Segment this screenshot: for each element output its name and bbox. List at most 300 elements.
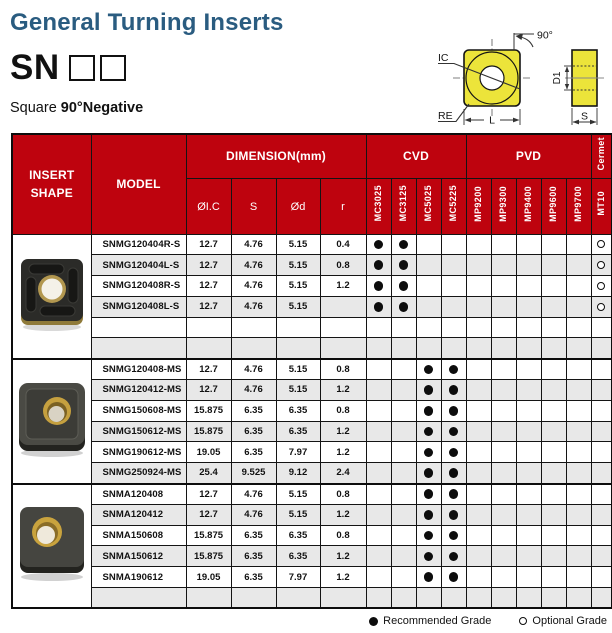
grade-cell-mc5225	[441, 504, 466, 525]
grade-cell-mp9600	[541, 588, 566, 609]
table-row-snma120412	[12, 504, 612, 525]
insert-photo-snmg-ms	[12, 359, 91, 484]
dimension-d-value: 6.35	[276, 400, 320, 421]
recommended-grade-dot	[399, 302, 409, 312]
grade-cell-mc3125	[391, 338, 416, 359]
grade-cell-mp9700	[566, 421, 591, 442]
dimension-d-value: 5.15	[276, 359, 320, 380]
grade-cell-mt10	[591, 338, 612, 359]
insert-geometry-diagram	[432, 26, 612, 135]
grade-cell-mp9400	[516, 442, 541, 463]
grade-cell-mp9700	[566, 380, 591, 401]
dimension-ic-value: 25.4	[186, 463, 231, 484]
grade-cell-mp9400	[516, 567, 541, 588]
dimension-ic-value: 12.7	[186, 276, 231, 297]
grade-cell-mp9300	[491, 400, 516, 421]
dimension-d-value: 5.15	[276, 504, 320, 525]
dimension-r-value: 1.2	[320, 380, 366, 401]
recommended-grade-dot	[424, 572, 434, 582]
grade-cell-mp9200	[466, 421, 491, 442]
model-value: SNMG190612-MS	[91, 442, 186, 463]
grade-cell-mp9700	[566, 400, 591, 421]
table-row-snmg120404r-s	[12, 234, 612, 255]
grade-cell-mc5025	[416, 525, 441, 546]
grade-cell-mp9700	[566, 463, 591, 484]
re-label: RE	[438, 110, 453, 122]
ic-label: IC	[438, 52, 449, 64]
model-value	[91, 338, 186, 359]
grade-cell-mc5225	[441, 338, 466, 359]
recommended-grade-dot	[424, 552, 434, 562]
series-code: SN	[10, 48, 60, 87]
grade-cell-mc3025	[366, 400, 391, 421]
grade-cell-mp9700	[566, 442, 591, 463]
page-title: General Turning Inserts	[10, 9, 284, 36]
grade-cell-mc5225	[441, 359, 466, 380]
col-header-r: r	[320, 178, 366, 234]
grade-cell-mc3125	[391, 442, 416, 463]
table-row-empty	[12, 317, 612, 338]
col-header-mt10: MT10	[591, 178, 612, 234]
grade-cell-mp9400	[516, 380, 541, 401]
grade-cell-mc3025	[366, 421, 391, 442]
optional-grade-dot	[597, 261, 605, 269]
dimension-d-value: 7.97	[276, 442, 320, 463]
grade-cell-mc5025	[416, 463, 441, 484]
grade-cell-mc3025	[366, 234, 391, 255]
dimension-r-value	[320, 588, 366, 609]
grade-cell-mc3025	[366, 463, 391, 484]
model-value	[91, 588, 186, 609]
grade-cell-mp9600	[541, 380, 566, 401]
grade-cell-mp9300	[491, 567, 516, 588]
col-header-insert-shape: INSERT SHAPE	[12, 134, 91, 234]
recommended-grade-dot	[449, 468, 459, 478]
grade-cell-mp9200	[466, 359, 491, 380]
grade-cell-mt10	[591, 588, 612, 609]
grade-cell-mp9600	[541, 567, 566, 588]
grade-cell-mt10	[591, 296, 612, 317]
dimension-ic-value: 19.05	[186, 567, 231, 588]
dimension-s-value: 4.76	[231, 504, 276, 525]
insert-photo-snma	[12, 484, 91, 609]
grade-cell-mc3125	[391, 276, 416, 297]
grade-cell-mp9400	[516, 234, 541, 255]
grade-cell-mp9600	[541, 255, 566, 276]
grade-cell-mc3125	[391, 463, 416, 484]
dimension-ic-value	[186, 338, 231, 359]
grade-cell-mc5225	[441, 317, 466, 338]
col-header-mc3025: MC3025	[366, 178, 391, 234]
grade-cell-mc5025	[416, 276, 441, 297]
col-group-pvd: PVD	[466, 134, 591, 178]
optional-grade-icon	[519, 617, 527, 625]
grade-cell-mc3025	[366, 296, 391, 317]
recommended-grade-dot	[449, 531, 459, 541]
grade-cell-mc5025	[416, 296, 441, 317]
grade-cell-mc5025	[416, 504, 441, 525]
grade-cell-mt10	[591, 463, 612, 484]
grade-cell-mp9700	[566, 296, 591, 317]
legend-recommended	[369, 615, 492, 627]
grade-cell-mc5225	[441, 463, 466, 484]
grade-cell-mp9200	[466, 484, 491, 505]
recommended-grade-dot	[424, 365, 434, 375]
grade-cell-mp9200	[466, 463, 491, 484]
angle-label: 90°	[537, 29, 553, 42]
grade-cell-mc5225	[441, 525, 466, 546]
grade-cell-mp9600	[541, 484, 566, 505]
dimension-s-value: 6.35	[231, 400, 276, 421]
grade-cell-mp9300	[491, 296, 516, 317]
recommended-grade-dot	[374, 302, 384, 312]
grade-cell-mp9600	[541, 442, 566, 463]
col-header-mp9300: MP9300	[491, 178, 516, 234]
arrowhead	[513, 118, 520, 123]
dimension-ic-value: 15.875	[186, 421, 231, 442]
grade-cell-mp9400	[516, 504, 541, 525]
grade-cell-mp9600	[541, 421, 566, 442]
grade-cell-mp9300	[491, 525, 516, 546]
grade-cell-mc5025	[416, 380, 441, 401]
recommended-grade-dot	[424, 448, 434, 458]
grade-cell-mp9600	[541, 359, 566, 380]
table-header-group-row	[12, 134, 612, 178]
grade-cell-mp9600	[541, 296, 566, 317]
grade-cell-mp9400	[516, 276, 541, 297]
grade-cell-mc3125	[391, 380, 416, 401]
model-value: SNMG150612-MS	[91, 421, 186, 442]
table-row-empty	[12, 338, 612, 359]
recommended-grade-dot	[374, 240, 384, 250]
recommended-grade-dot	[449, 427, 459, 437]
dimension-s-value: 4.76	[231, 296, 276, 317]
dimension-d-value: 5.15	[276, 234, 320, 255]
model-value	[91, 317, 186, 338]
dimension-r-value: 1.2	[320, 567, 366, 588]
table-row-empty	[12, 588, 612, 609]
recommended-grade-dot	[449, 385, 459, 395]
col-header-mc5025: MC5025	[416, 178, 441, 234]
grade-cell-mp9700	[566, 234, 591, 255]
grade-cell-mc5225	[441, 421, 466, 442]
grade-cell-mp9400	[516, 338, 541, 359]
grade-cell-mc5025	[416, 317, 441, 338]
dimension-s-value: 4.76	[231, 484, 276, 505]
dimension-ic-value: 15.875	[186, 400, 231, 421]
dimension-s-value: 6.35	[231, 546, 276, 567]
grade-cell-mp9200	[466, 504, 491, 525]
recommended-grade-dot	[449, 448, 459, 458]
grade-cell-mc3125	[391, 296, 416, 317]
recommended-grade-dot	[424, 468, 434, 478]
grade-cell-mc3025	[366, 484, 391, 505]
dimension-r-value: 2.4	[320, 463, 366, 484]
grade-cell-mp9400	[516, 463, 541, 484]
grade-cell-mp9300	[491, 380, 516, 401]
grade-cell-mc5025	[416, 442, 441, 463]
col-header-mc5225: MC5225	[441, 178, 466, 234]
recommended-grade-dot	[449, 572, 459, 582]
recommended-grade-dot	[449, 552, 459, 562]
grade-cell-mc3025	[366, 525, 391, 546]
dimension-ic-value: 15.875	[186, 546, 231, 567]
optional-grade-dot	[597, 240, 605, 248]
table-row-snmg120404l-s	[12, 255, 612, 276]
dimension-r-value: 0.8	[320, 359, 366, 380]
arrowhead	[565, 84, 569, 90]
recommended-grade-dot	[449, 510, 459, 520]
grade-cell-mp9600	[541, 317, 566, 338]
grade-cell-mp9200	[466, 400, 491, 421]
dimension-r-value: 1.2	[320, 276, 366, 297]
grade-cell-mt10	[591, 276, 612, 297]
grade-cell-mp9200	[466, 317, 491, 338]
grade-cell-mc5025	[416, 588, 441, 609]
table-row-snmg120408r-s	[12, 276, 612, 297]
dimension-s-value: 6.35	[231, 421, 276, 442]
grade-cell-mp9600	[541, 276, 566, 297]
grade-cell-mc5025	[416, 400, 441, 421]
model-value: SNMA120412	[91, 504, 186, 525]
recommended-grade-dot	[424, 489, 434, 499]
legend-optional	[519, 615, 607, 627]
grade-cell-mc5225	[441, 484, 466, 505]
grade-cell-mc3125	[391, 525, 416, 546]
grade-cell-mc5225	[441, 234, 466, 255]
grade-cell-mc3125	[391, 234, 416, 255]
optional-grade-dot	[597, 282, 605, 290]
grade-cell-mp9600	[541, 338, 566, 359]
dimension-r-value: 0.8	[320, 484, 366, 505]
grade-cell-mc3125	[391, 421, 416, 442]
s-label: S	[580, 110, 589, 123]
model-value: SNMA190612	[91, 567, 186, 588]
dimension-r-value: 1.2	[320, 546, 366, 567]
snmg-s-insert-photo	[16, 255, 88, 333]
table-row-snma120408	[12, 484, 612, 505]
grade-cell-mp9300	[491, 421, 516, 442]
recommended-grade-dot	[449, 365, 459, 375]
model-value: SNMG120404L-S	[91, 255, 186, 276]
grade-cell-mp9700	[566, 276, 591, 297]
table-row-snmg150612-ms	[12, 421, 612, 442]
insert-photo-snmg-s	[12, 234, 91, 359]
dimension-ic-value: 12.7	[186, 359, 231, 380]
grade-cell-mp9700	[566, 588, 591, 609]
grade-cell-mc3025	[366, 588, 391, 609]
recommended-grade-dot	[424, 385, 434, 395]
col-header-s: S	[231, 178, 276, 234]
grade-cell-mp9400	[516, 359, 541, 380]
grade-cell-mp9200	[466, 588, 491, 609]
grade-cell-mp9300	[491, 442, 516, 463]
dimension-ic-value: 12.7	[186, 296, 231, 317]
dimension-r-value: 0.8	[320, 400, 366, 421]
recommended-grade-dot	[374, 281, 384, 291]
grade-cell-mp9700	[566, 504, 591, 525]
grade-cell-mp9300	[491, 317, 516, 338]
grade-cell-mc5225	[441, 567, 466, 588]
recommended-grade-dot	[374, 260, 384, 270]
grade-cell-mp9700	[566, 546, 591, 567]
table-row-snmg120408-ms	[12, 359, 612, 380]
snmg-ms-insert-photo	[15, 379, 89, 459]
grade-cell-mp9600	[541, 234, 566, 255]
model-value: SNMA150608	[91, 525, 186, 546]
grade-cell-mp9400	[516, 484, 541, 505]
grade-cell-mp9400	[516, 317, 541, 338]
grade-cell-mp9400	[516, 296, 541, 317]
grade-cell-mc5025	[416, 234, 441, 255]
grade-cell-mc3025	[366, 442, 391, 463]
dimension-d-value: 5.15	[276, 276, 320, 297]
grade-cell-mp9300	[491, 546, 516, 567]
dimension-s-value: 4.76	[231, 255, 276, 276]
grade-cell-mc5225	[441, 588, 466, 609]
recommended-grade-icon	[369, 617, 379, 627]
grade-cell-mp9400	[516, 255, 541, 276]
grade-cell-mt10	[591, 442, 612, 463]
grade-cell-mp9400	[516, 546, 541, 567]
grade-cell-mc3025	[366, 546, 391, 567]
dimension-ic-value: 19.05	[186, 442, 231, 463]
recommended-grade-dot	[449, 406, 459, 416]
dimension-d-value: 9.12	[276, 463, 320, 484]
snma-insert-photo	[15, 503, 89, 583]
grade-cell-mc3125	[391, 317, 416, 338]
grade-cell-mp9700	[566, 255, 591, 276]
grade-cell-mp9700	[566, 484, 591, 505]
dimension-r-value: 0.8	[320, 255, 366, 276]
dimension-r-value: 0.8	[320, 525, 366, 546]
grade-legend	[0, 615, 607, 627]
grade-cell-mc5225	[441, 380, 466, 401]
table-body	[12, 234, 612, 608]
grade-cell-mp9700	[566, 359, 591, 380]
grade-cell-mp9400	[516, 588, 541, 609]
col-group-cermet: Cermet	[591, 134, 612, 178]
grade-cell-mp9300	[491, 484, 516, 505]
dimension-ic-value	[186, 588, 231, 609]
table-row-snmg190612-ms	[12, 442, 612, 463]
col-header-mp9700: MP9700	[566, 178, 591, 234]
grade-cell-mp9200	[466, 546, 491, 567]
dimension-s-value: 4.76	[231, 234, 276, 255]
dimension-s-value: 9.525	[231, 463, 276, 484]
grade-cell-mp9300	[491, 255, 516, 276]
grade-cell-mp9300	[491, 276, 516, 297]
grade-cell-mc5025	[416, 421, 441, 442]
code-placeholder-box	[69, 55, 95, 81]
dimension-r-value: 1.2	[320, 442, 366, 463]
grade-cell-mp9200	[466, 525, 491, 546]
grade-cell-mc5025	[416, 255, 441, 276]
l-label: L	[489, 114, 495, 127]
dimension-d-value: 6.35	[276, 421, 320, 442]
grade-cell-mc5225	[441, 296, 466, 317]
grade-cell-mc3125	[391, 546, 416, 567]
col-header-mp9200: MP9200	[466, 178, 491, 234]
grade-cell-mp9300	[491, 504, 516, 525]
legend-optional-label: Optional Grade	[532, 615, 607, 628]
grade-cell-mp9400	[516, 525, 541, 546]
recommended-grade-dot	[424, 427, 434, 437]
arrowhead	[565, 67, 569, 73]
dimension-s-value: 4.76	[231, 276, 276, 297]
dimension-s-value: 6.35	[231, 442, 276, 463]
grade-cell-mp9600	[541, 525, 566, 546]
grade-cell-mc5025	[416, 338, 441, 359]
grade-cell-mc5225	[441, 276, 466, 297]
grade-cell-mt10	[591, 484, 612, 505]
dimension-s-value	[231, 338, 276, 359]
grade-cell-mp9400	[516, 400, 541, 421]
grade-cell-mp9200	[466, 442, 491, 463]
table-row-snmg250924-ms	[12, 463, 612, 484]
dimension-s-value: 6.35	[231, 567, 276, 588]
table-row-snma150608	[12, 525, 612, 546]
grade-cell-mc3125	[391, 484, 416, 505]
grade-cell-mp9300	[491, 338, 516, 359]
dimension-d-value	[276, 588, 320, 609]
grade-cell-mc3125	[391, 567, 416, 588]
dimension-s-value	[231, 317, 276, 338]
recommended-grade-dot	[399, 281, 409, 291]
table-row-snmg120408l-s	[12, 296, 612, 317]
grade-cell-mt10	[591, 359, 612, 380]
model-value: SNMG120408-MS	[91, 359, 186, 380]
grade-cell-mp9200	[466, 567, 491, 588]
grade-cell-mc5025	[416, 359, 441, 380]
grade-cell-mp9700	[566, 567, 591, 588]
dimension-d-value: 5.15	[276, 484, 320, 505]
grade-cell-mc5225	[441, 400, 466, 421]
grade-cell-mt10	[591, 255, 612, 276]
insert-spec-table	[11, 133, 612, 609]
grade-cell-mc3025	[366, 359, 391, 380]
col-group-dimension: DIMENSION(mm)	[186, 134, 366, 178]
col-header-mc3125: MC3125	[391, 178, 416, 234]
series-code-placeholders	[69, 55, 126, 81]
dimension-r-value: 1.2	[320, 504, 366, 525]
grade-cell-mp9700	[566, 317, 591, 338]
model-value: SNMG250924-MS	[91, 463, 186, 484]
grade-cell-mp9200	[466, 338, 491, 359]
grade-cell-mp9600	[541, 463, 566, 484]
grade-cell-mp9200	[466, 380, 491, 401]
grade-cell-mp9300	[491, 359, 516, 380]
grade-cell-mc3025	[366, 380, 391, 401]
recommended-grade-dot	[424, 531, 434, 541]
grade-cell-mp9300	[491, 588, 516, 609]
dimension-s-value	[231, 588, 276, 609]
recommended-grade-dot	[424, 406, 434, 416]
grade-cell-mp9700	[566, 338, 591, 359]
recommended-grade-dot	[399, 240, 409, 250]
grade-cell-mt10	[591, 504, 612, 525]
grade-cell-mp9200	[466, 296, 491, 317]
model-value: SNMG120404R-S	[91, 234, 186, 255]
dimension-r-value	[320, 338, 366, 359]
model-value: SNMG120408R-S	[91, 276, 186, 297]
recommended-grade-dot	[399, 260, 409, 270]
grade-cell-mc3125	[391, 255, 416, 276]
grade-cell-mt10	[591, 380, 612, 401]
model-value: SNMA150612	[91, 546, 186, 567]
dimension-d-value: 5.15	[276, 380, 320, 401]
model-value: SNMA120408	[91, 484, 186, 505]
